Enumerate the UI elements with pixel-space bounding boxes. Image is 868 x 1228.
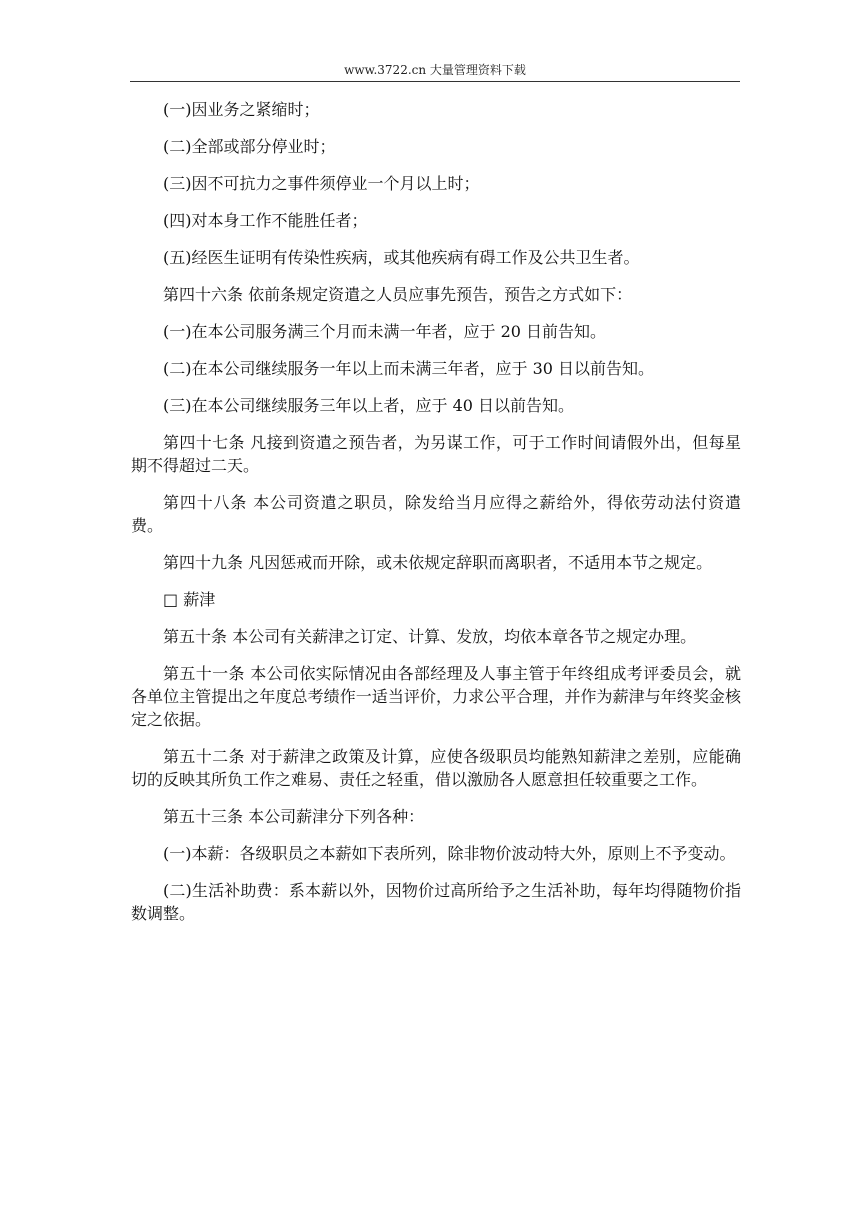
clause-item: (五)经医生证明有传染性疾病，或其他疾病有碍工作及公共卫生者。 xyxy=(163,248,640,267)
article-48: 第四十八条 本公司资遣之职员，除发给当月应得之薪给外，得依劳动法付资遣费。 xyxy=(131,493,741,535)
page-header: www.3722.cn 大量管理资料下载 xyxy=(344,63,526,77)
clause-item: (一)因业务之紧缩时； xyxy=(163,100,320,119)
clause-item: (二)生活补助费：系本薪以外，因物价过高所给予之生活补助，每年均得随物价指数调整。 xyxy=(131,881,741,923)
clause-item: (二)在本公司继续服务一年以上而未满三年者，应于 30 日以前告知。 xyxy=(163,359,655,378)
article-49: 第四十九条 凡因惩戒而开除，或未依规定辞职而离职者，不适用本节之规定。 xyxy=(163,553,713,572)
article-47: 第四十七条 凡接到资遣之预告者，为另谋工作，可于工作时间请假外出，但每星期不得超过二天。 xyxy=(131,433,741,475)
article-51: 第五十一条 本公司依实际情况由各部经理及人事主管于年终组成考评委员会，就各单位主管提出之年度总考绩作一适当评价，力求公平合理，并作为薪津与年终奖金核定之依据。 xyxy=(131,664,741,729)
clause-item: (二)全部或部分停业时； xyxy=(163,137,336,156)
clause-item: (三)在本公司继续服务三年以上者，应于 40 日以前告知。 xyxy=(163,396,575,415)
clause-item: (三)因不可抗力之事件须停业一个月以上时； xyxy=(163,174,480,193)
section-heading: □ 薪津 xyxy=(163,590,216,609)
document-body xyxy=(131,98,741,939)
article-52: 第五十二条 对于薪津之政策及计算，应使各级职员均能熟知薪津之差别，应能确切的反映其所负工作之难易、责任之轻重，借以激励各人愿意担任较重要之工作。 xyxy=(131,747,741,789)
header-divider xyxy=(130,81,740,82)
article-53: 第五十三条 本公司薪津分下列各种： xyxy=(163,807,425,826)
article-46: 第四十六条 依前条规定资遣之人员应事先预告，预告之方式如下： xyxy=(163,285,633,304)
article-50: 第五十条 本公司有关薪津之订定、计算、发放，均依本章各节之规定办理。 xyxy=(163,627,697,646)
clause-item: (一)在本公司服务满三个月而未满一年者，应于 20 日前告知。 xyxy=(163,322,607,341)
clause-item: (四)对本身工作不能胜任者； xyxy=(163,211,368,230)
clause-item: (一)本薪：各级职员之本薪如下表所列，除非物价波动特大外，原则上不予变动。 xyxy=(163,844,736,863)
